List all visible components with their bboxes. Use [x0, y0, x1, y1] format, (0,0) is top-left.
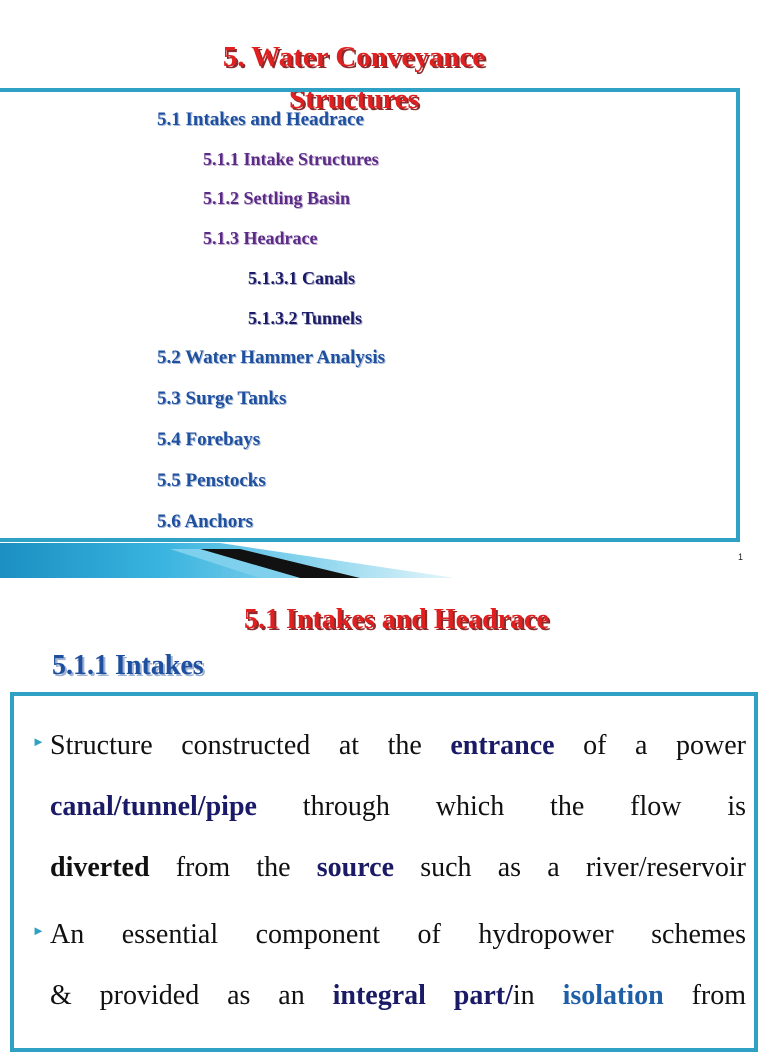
bullet-arrow-icon: ►	[32, 923, 45, 938]
toc-item-5-1-3-2: 5.1.3.2 Tunnels	[248, 308, 363, 328]
bullet-1-line-1: Structure constructed at the entrance of a power	[50, 730, 746, 761]
keyword-source: source	[316, 852, 394, 883]
slide-footer-swoosh	[0, 543, 455, 578]
slide1-title-line2: Structures	[289, 83, 419, 115]
bullet-arrow-icon: ►	[32, 734, 45, 749]
bullet-2-line-1: An essential component of hydropower schemes	[50, 919, 746, 950]
toc-item-5-5: 5.5 Penstocks	[157, 470, 266, 491]
bullet-2-line-2: & provided as an integral part/in isolation from	[50, 980, 747, 1011]
toc-item-5-2: 5.2 Water Hammer Analysis	[157, 347, 385, 368]
keyword-canal-tunnel-pipe: canal/tunnel/pipe	[50, 791, 257, 822]
page-number: 1	[738, 552, 744, 562]
toc-item-5-4: 5.4 Forebays	[157, 429, 261, 450]
slide2-title: 5.1 Intakes and Headrace	[244, 604, 549, 635]
keyword-diverted: diverted	[50, 852, 150, 883]
bullet-1	[50, 715, 746, 898]
toc-item-5-1: 5.1 Intakes and Headrace	[157, 109, 364, 130]
toc-item-5-6: 5.6 Anchors	[157, 511, 254, 532]
bullet-1-line-3: diverted from the source such as a river/reservoir	[50, 852, 746, 883]
toc-item-5-3: 5.3 Surge Tanks	[157, 388, 287, 409]
slide2-subtitle: 5.1.1 Intakes	[52, 650, 204, 681]
keyword-entrance: entrance	[450, 730, 555, 761]
toc-item-5-1-3-1: 5.1.3.1 Canals	[248, 268, 356, 288]
slide1-title-line1: 5. Water Conveyance	[222, 41, 486, 73]
keyword-isolation: isolation	[562, 980, 664, 1011]
keyword-integral-part: integral part/	[332, 980, 513, 1011]
bullet-2	[50, 904, 746, 1026]
toc-item-5-1-1: 5.1.1 Intake Structures	[203, 149, 379, 169]
toc-item-5-1-2: 5.1.2 Settling Basin	[203, 188, 351, 208]
bullet-1-line-2: canal/tunnel/pipe through which the flow is	[50, 791, 746, 822]
toc-item-5-1-3: 5.1.3 Headrace	[203, 228, 318, 248]
